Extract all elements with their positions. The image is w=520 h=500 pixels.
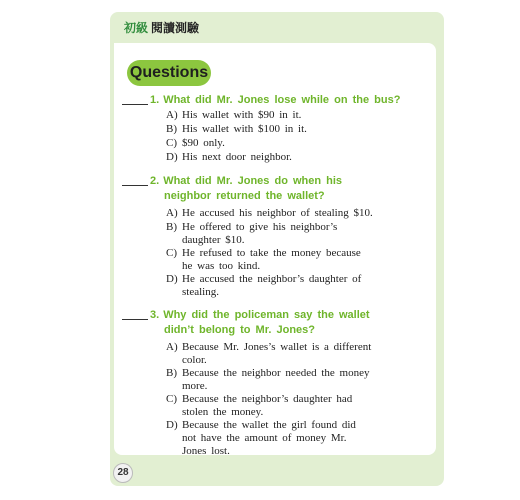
question-line xyxy=(150,323,370,338)
option-text: he was too kind. xyxy=(182,260,261,272)
option-line xyxy=(166,286,361,299)
option-text: Because the neighbor’s daughter had xyxy=(182,393,353,405)
option-text: Jones lost. xyxy=(182,445,230,457)
question-line xyxy=(150,308,370,323)
option-a xyxy=(166,341,371,367)
option-text: He offered to give his neighbor’s xyxy=(182,221,338,233)
level-label: 初級 xyxy=(124,21,149,35)
option-line xyxy=(166,432,356,445)
option-line xyxy=(166,445,356,458)
option-line xyxy=(166,109,301,122)
question-text xyxy=(150,174,342,204)
question-number: 1. xyxy=(150,94,160,106)
option-a xyxy=(166,109,301,122)
option-line xyxy=(166,367,369,380)
question-text xyxy=(150,308,370,338)
option-line xyxy=(166,393,352,406)
option-line xyxy=(166,137,225,150)
option-line xyxy=(166,380,369,393)
answer-blank[interactable] xyxy=(122,185,148,186)
option-letter: C) xyxy=(166,247,177,259)
option-letter: A) xyxy=(166,109,178,121)
option-line xyxy=(166,406,352,419)
question-line-text: neighbor returned the wallet? xyxy=(164,190,325,202)
option-b xyxy=(166,221,337,247)
option-line xyxy=(166,260,361,273)
section-title: Questions xyxy=(129,64,209,81)
option-letter: B) xyxy=(166,367,177,379)
option-text: Because Mr. Jones’s wallet is a different xyxy=(182,341,372,353)
option-text: His wallet with $90 in it. xyxy=(182,109,302,121)
option-text: stealing. xyxy=(182,286,219,298)
option-line xyxy=(166,207,373,220)
answer-blank[interactable] xyxy=(122,319,148,320)
option-c xyxy=(166,247,361,273)
option-letter: A) xyxy=(166,207,178,219)
answer-blank[interactable] xyxy=(122,104,148,105)
option-letter: D) xyxy=(166,419,178,431)
question-text xyxy=(150,93,400,108)
option-line xyxy=(166,234,337,247)
option-letter: B) xyxy=(166,123,177,135)
question-line xyxy=(150,93,400,108)
question-number: 2. xyxy=(150,175,160,187)
option-line xyxy=(166,221,337,234)
option-d xyxy=(166,273,361,299)
option-b xyxy=(166,367,369,393)
option-line xyxy=(166,341,371,354)
option-line xyxy=(166,419,356,432)
option-c xyxy=(166,393,352,419)
option-letter: D) xyxy=(166,273,178,285)
option-text: more. xyxy=(182,380,208,392)
option-text: He refused to take the money because xyxy=(182,247,361,259)
option-text: stolen the money. xyxy=(182,406,264,418)
option-a xyxy=(166,207,373,220)
option-text: His wallet with $100 in it. xyxy=(182,123,307,135)
option-text: He accused the neighbor’s daughter of xyxy=(182,273,362,285)
option-text: Because the neighbor needed the money xyxy=(182,367,370,379)
question-line-text: Why did the policeman say the wallet xyxy=(163,309,370,321)
option-letter: C) xyxy=(166,393,177,405)
option-text: Because the wallet the girl found did xyxy=(182,419,356,431)
option-line xyxy=(166,354,371,367)
option-letter: D) xyxy=(166,151,178,163)
question-line xyxy=(150,189,342,204)
option-text: He accused his neighbor of stealing $10. xyxy=(182,207,373,219)
option-letter: C) xyxy=(166,137,177,149)
option-d xyxy=(166,419,356,458)
question-number: 3. xyxy=(150,309,160,321)
option-c xyxy=(166,137,225,150)
option-line xyxy=(166,151,292,164)
option-text: $90 only. xyxy=(182,137,225,149)
option-line xyxy=(166,273,361,286)
option-text: not have the amount of money Mr. xyxy=(182,432,347,444)
header-title: 閱讀測驗 xyxy=(151,21,200,35)
page-number: 28 xyxy=(113,463,133,483)
option-text: His next door neighbor. xyxy=(182,151,292,163)
option-line xyxy=(166,123,307,136)
question-line-text: What did Mr. Jones lose while on the bus? xyxy=(163,94,401,106)
option-text: color. xyxy=(182,354,207,366)
question-line xyxy=(150,174,342,189)
header-label xyxy=(124,19,199,36)
option-line xyxy=(166,247,361,260)
question-line-text: didn’t belong to Mr. Jones? xyxy=(164,324,315,336)
option-text: daughter $10. xyxy=(182,234,245,246)
option-letter: A) xyxy=(166,341,178,353)
option-letter: B) xyxy=(166,221,177,233)
question-line-text: What did Mr. Jones do when his xyxy=(163,175,343,187)
option-b xyxy=(166,123,307,136)
option-d xyxy=(166,151,292,164)
